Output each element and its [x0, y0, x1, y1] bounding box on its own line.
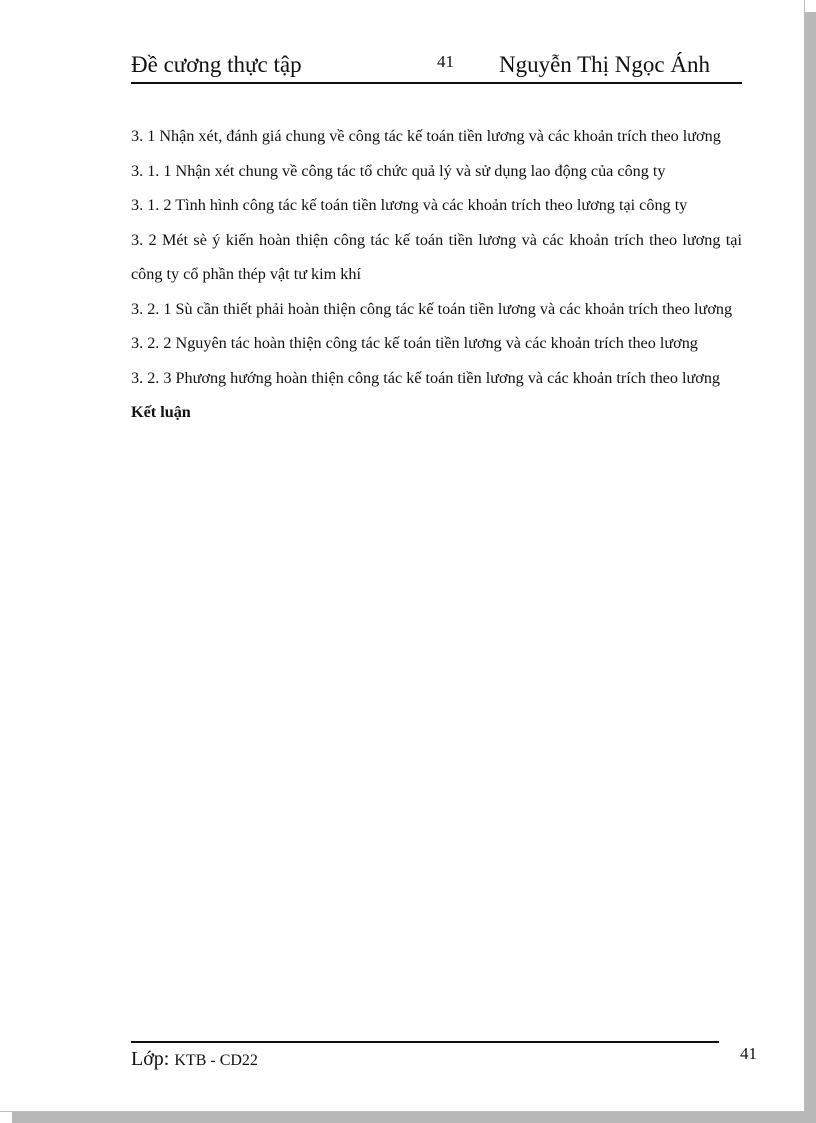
toc-item: 3. 2 Mét sè ý kiến hoàn thiện công tác kế toán tiền lương và các khoản trích theo lương tại công ty cổ phần thép vật tư kim khí [131, 230, 742, 283]
footer-rule [131, 1041, 719, 1043]
page-shadow-right [805, 12, 816, 1123]
toc-body [131, 119, 742, 430]
toc-item: 3. 2. 2 Nguyên tác hoàn thiện công tác kế toán tiền lương và các khoản trích theo lương [131, 334, 698, 352]
footer-class [131, 1048, 258, 1071]
header-author: Nguyễn Thị Ngọc Ánh [498, 52, 710, 77]
footer-page-number: 41 [740, 1044, 757, 1063]
header-page-number: 41 [437, 52, 454, 71]
header-title: Đề cương thực tập [131, 52, 302, 77]
toc-item: 3. 1. 1 Nhận xét chung về công tác tổ chức quả lý và sử dụng lao động của công ty [131, 161, 666, 180]
toc-item: 3. 2. 1 Sù cần thiết phải hoàn thiện công tác kế toán tiền lương và các khoản trích theo lương [131, 299, 733, 318]
page-shadow-bottom [12, 1112, 816, 1123]
page-header [131, 46, 742, 84]
footer-class-value: KTB - CD22 [174, 1052, 258, 1069]
footer-class-label: Lớp: [131, 1048, 170, 1070]
toc-item: 3. 2. 3 Phương hướng hoàn thiện công tác kế toán tiền lương và các khoản trích theo lương [131, 368, 721, 387]
toc-item-conclusion: Kết luận [131, 403, 191, 421]
toc-item: 3. 1. 2 Tình hình công tác kế toán tiền lương và các khoản trích theo lương tại công ty [131, 196, 688, 214]
toc-item: 3. 1 Nhận xét, đánh giá chung về công tác kế toán tiền lương và các khoản trích theo lương [131, 127, 721, 145]
